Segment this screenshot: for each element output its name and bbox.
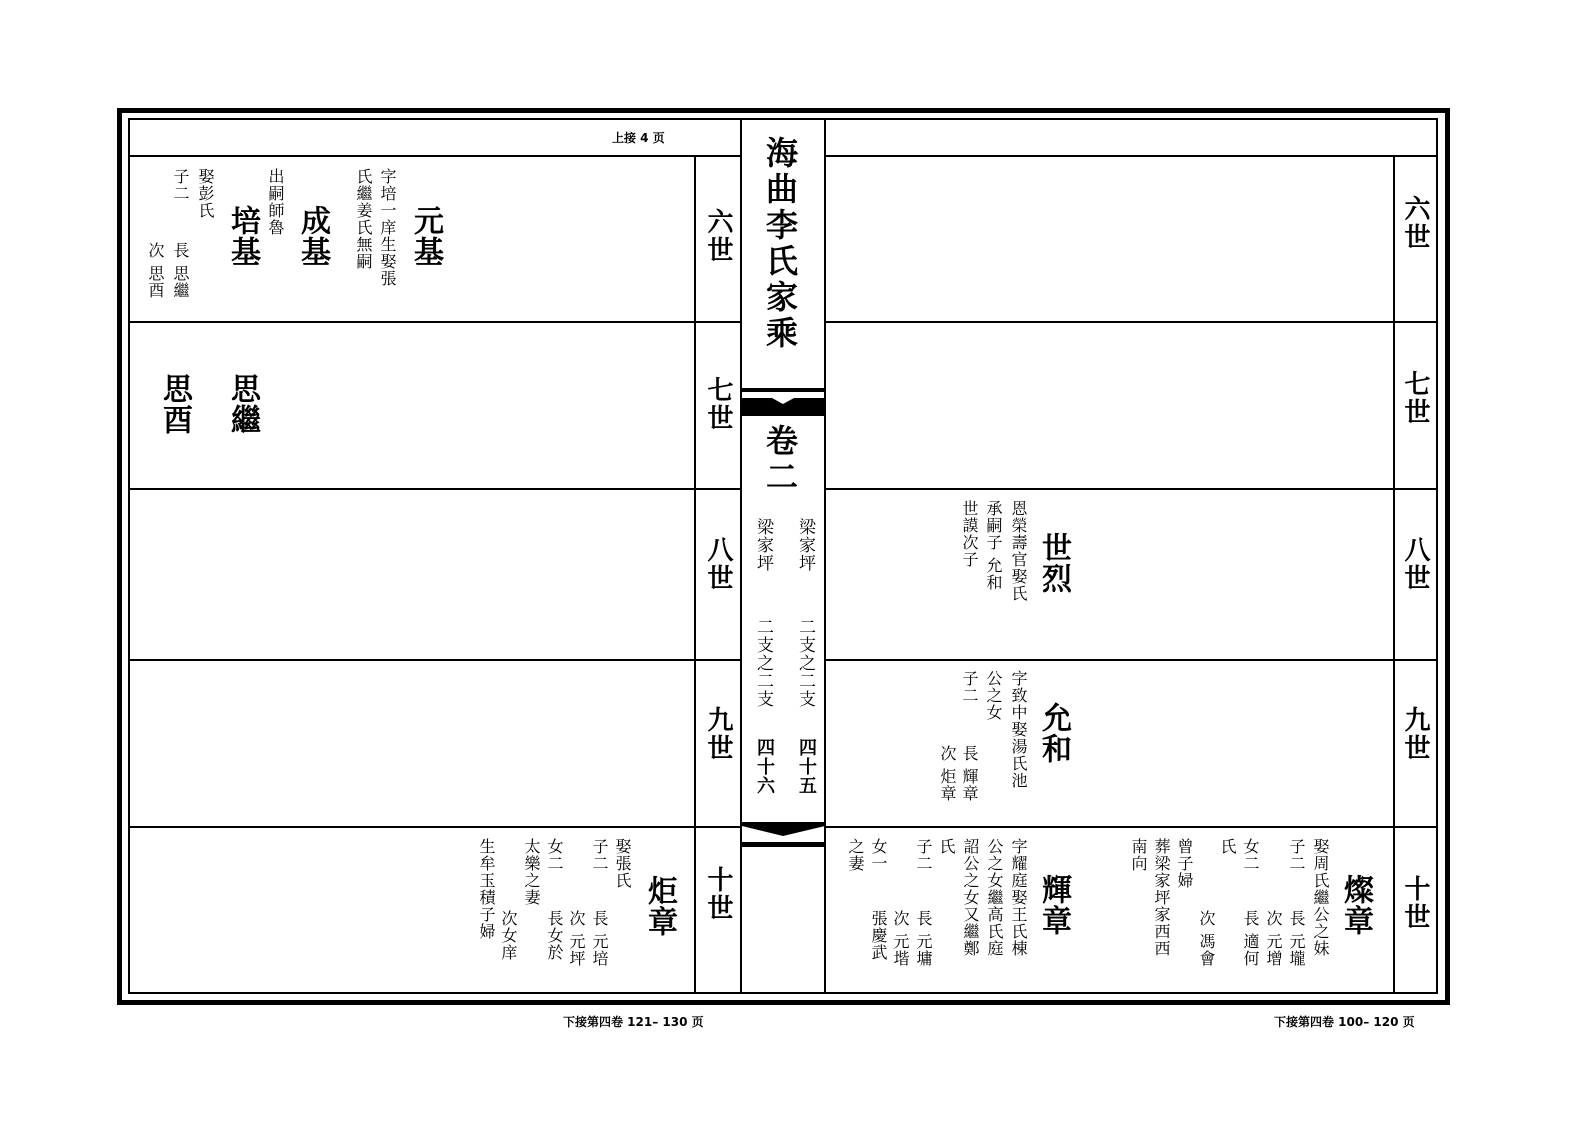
spine-right-page: 四十六	[754, 738, 775, 795]
person-huizhang-name: 輝章	[1036, 874, 1071, 936]
person-huizhang-note: 氏	[937, 838, 956, 855]
gen-label-10-left: 十世	[703, 866, 733, 922]
person-shilie-name: 世烈	[1036, 532, 1071, 594]
left-row-line	[128, 659, 740, 661]
right-row-line	[826, 321, 1438, 323]
person-shilie-note: 世謨次子	[960, 500, 979, 568]
gen-label-8-right: 八世	[1400, 536, 1430, 592]
person-canzhang-note: 子二	[1287, 838, 1306, 872]
person-juzhang-child: 次 元坪	[567, 910, 586, 968]
person-huizhang-daughter: 張慶武	[869, 910, 888, 961]
person-juzhang-note: 娶張氏	[613, 838, 632, 889]
left-row-line	[128, 488, 740, 490]
person-huizhang-note: 女一	[869, 838, 888, 872]
volume-label: 卷二	[761, 424, 799, 496]
person-chengji-note: 出嗣師魯	[266, 168, 285, 236]
person-canzhang-child: 長 元壠	[1287, 910, 1306, 968]
person-huizhang-note: 公之女繼高氏庭	[985, 838, 1004, 957]
person-huizhang-note: 之妻	[846, 838, 865, 872]
person-juzhang-name: 炬章	[642, 875, 677, 937]
person-peiji-note: 娶彭氏	[196, 168, 215, 219]
note-bottom-right: 下接第四卷 100– 120 页	[1274, 1015, 1415, 1029]
right-row-line	[826, 488, 1438, 490]
gen-label-9-right: 九世	[1400, 706, 1430, 762]
person-canzhang-note: 娶周氏繼公之妹	[1311, 838, 1330, 957]
book-title: 海曲李氏家乘	[761, 136, 799, 352]
person-yuanji-name: 元基	[408, 205, 443, 267]
gen-label-10-right: 十世	[1400, 875, 1430, 931]
right-gen-column-line	[1393, 155, 1395, 994]
person-canzhang-daughter: 次 馮會	[1197, 910, 1216, 968]
person-juzhang-note: 女二	[545, 838, 564, 872]
person-canzhang-note: 南向	[1129, 838, 1148, 872]
person-canzhang-name: 燦章	[1338, 874, 1373, 936]
person-canzhang-daughter: 長 適何	[1241, 910, 1260, 968]
right-row-line	[826, 826, 1438, 828]
person-siji-name: 思繼	[225, 373, 260, 435]
person-yunhe-note: 字致中娶湯氏池	[1009, 670, 1028, 789]
person-peiji-note: 子二	[171, 168, 190, 202]
gen-label-7-right: 七世	[1400, 370, 1430, 426]
person-yuanji-note: 氏繼姜氏無嗣	[354, 168, 373, 270]
spine-right-branch: 二支之二支	[753, 618, 773, 708]
person-peiji-child: 次 思酉	[146, 242, 165, 300]
gen-label-6-left: 六世	[703, 208, 733, 264]
person-huizhang-child: 長 元墉	[914, 910, 933, 968]
gen-label-9-left: 九世	[703, 706, 733, 762]
person-shilie-note: 承嗣子 允和	[984, 500, 1003, 592]
spine-left-place: 梁家坪	[795, 518, 815, 572]
person-huizhang-note: 字耀庭娶王氏棟	[1009, 838, 1028, 957]
left-row-line	[128, 826, 740, 828]
person-canzhang-note: 氏	[1218, 838, 1237, 855]
spine-right-place: 梁家坪	[753, 518, 773, 572]
person-yunhe-child: 次 炬章	[938, 745, 957, 803]
person-juzhang-note: 子二	[590, 838, 609, 872]
gen-label-8-left: 八世	[703, 536, 733, 592]
person-canzhang-child: 次 元增	[1264, 910, 1283, 968]
person-siyou-name: 思酉	[157, 373, 192, 435]
gen-label-6-right: 六世	[1400, 195, 1430, 251]
person-juzhang-note: 生牟玉積子婦	[477, 838, 496, 940]
person-chengji-name: 成基	[295, 205, 330, 267]
spine-left-branch: 二支之二支	[795, 618, 815, 708]
person-peiji-child: 長 思繼	[171, 242, 190, 300]
person-yunhe-note: 子二	[960, 670, 979, 704]
note-bottom-left: 下接第四卷 121– 130 页	[563, 1015, 704, 1029]
person-canzhang-note: 葬梁家坪家西西	[1152, 838, 1171, 957]
person-canzhang-note: 女二	[1241, 838, 1260, 872]
note-top-left: 上接 4 页	[612, 131, 665, 145]
person-huizhang-note: 詔公之女又繼鄭	[961, 838, 980, 957]
left-header-line	[128, 155, 740, 157]
spine-left-page: 四十五	[796, 738, 817, 795]
person-yunhe-child: 長 輝章	[960, 745, 979, 803]
left-gen-column-line	[694, 155, 696, 994]
person-huizhang-child: 次 元堦	[891, 910, 910, 968]
person-peiji-name: 培基	[225, 205, 260, 267]
gen-label-7-left: 七世	[703, 376, 733, 432]
person-canzhang-note: 曾子婦	[1175, 838, 1194, 889]
left-row-line	[128, 321, 740, 323]
person-yunhe-note: 公之女	[984, 670, 1003, 721]
right-row-line	[826, 659, 1438, 661]
person-juzhang-child: 長 元培	[590, 910, 609, 968]
person-yuanji-note: 字培一庠生娶張	[378, 168, 397, 287]
person-shilie-note: 恩榮壽官娶氏	[1009, 500, 1028, 602]
person-juzhang-note: 太樂之妻	[522, 838, 541, 906]
person-yunhe-name: 允和	[1036, 702, 1071, 764]
person-juzhang-daughter: 長女於	[545, 910, 564, 961]
person-juzhang-daughter: 次女庠	[499, 910, 518, 961]
right-header-line	[826, 155, 1438, 157]
person-huizhang-note: 子二	[914, 838, 933, 872]
